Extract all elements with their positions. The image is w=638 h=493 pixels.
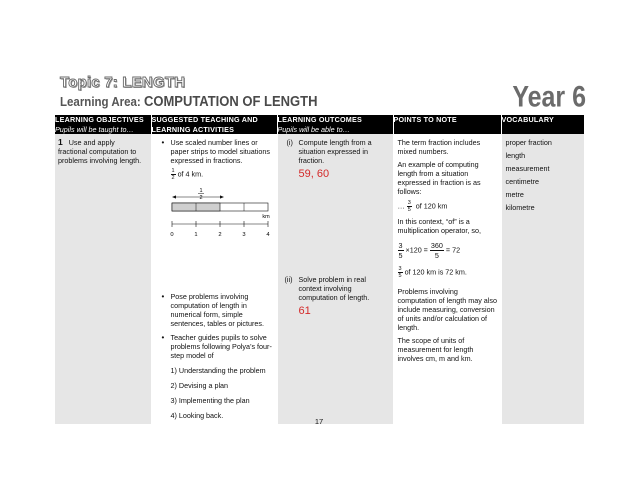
note-3: In this context, “of” is a multiplication operator, so, bbox=[397, 217, 481, 235]
polya-step-4: 4) Looking back. bbox=[170, 411, 224, 420]
vocabulary-cell bbox=[501, 134, 584, 424]
col-header-vocabulary: VOCABULARY bbox=[501, 115, 584, 125]
note-5: The scope of units of measurement for length involves cm, m and km. bbox=[397, 336, 474, 363]
numberline-tick-label: 4 bbox=[265, 232, 270, 238]
polya-step-2: 2) Devising a plan bbox=[170, 381, 229, 390]
table-header-row bbox=[55, 115, 584, 125]
numberline-tick-label: 0 bbox=[169, 232, 174, 238]
col-subheader-outcomes: Pupils will be able to… bbox=[277, 125, 393, 134]
objective-line-1: Use and apply bbox=[68, 138, 115, 147]
note-1: The term fraction includes mixed numbers. bbox=[397, 138, 481, 156]
outcome-1-number: (i) bbox=[286, 138, 293, 147]
col-subheader-objectives: Pupils will be taught to… bbox=[55, 125, 151, 134]
activity-item-2: • Pose problems involving computation of length in numerical form, simple sentences, tables or pictures. bbox=[171, 292, 274, 328]
outcome-2 bbox=[283, 275, 390, 302]
half-arrow-left-head bbox=[172, 195, 176, 198]
objective-line-3: problems involving length. bbox=[58, 156, 142, 165]
half-arrow-right-head bbox=[220, 195, 224, 198]
fraction-example-text: of 4 km. bbox=[177, 169, 204, 179]
objective-number: 1 bbox=[58, 137, 63, 147]
year-title: Year 6 bbox=[512, 80, 586, 114]
topic-title: Topic 7: LENGTH bbox=[60, 74, 186, 91]
note-4: Problems involving computation of length may also include measuring, conversion of units and/or calculation of length. bbox=[397, 287, 497, 332]
note-2: An example of computing length from a situation expressed in fraction is as follows: bbox=[397, 160, 481, 196]
page-number: 17 bbox=[314, 417, 324, 426]
curriculum-table bbox=[55, 115, 585, 424]
numberline-frac-num: 1 bbox=[198, 188, 203, 194]
polya-step-3: 3) Implementing the plan bbox=[170, 396, 250, 405]
outcome-1-pages: 59, 60 bbox=[298, 168, 330, 180]
outcome-2-text: Solve problem in real context involving computation of length. bbox=[298, 275, 370, 302]
vocab-item: centimetre bbox=[505, 177, 540, 186]
col-header-objectives: LEARNING OBJECTIVES bbox=[55, 115, 151, 125]
outcomes-cell bbox=[277, 134, 393, 424]
outcome-1 bbox=[283, 138, 390, 165]
number-line-diagram bbox=[158, 183, 276, 245]
numberline-unit: km bbox=[261, 214, 270, 220]
numberline-tick-label: 3 bbox=[241, 232, 246, 238]
learning-area-label: Learning Area: bbox=[60, 95, 141, 110]
note-result: $\frac{3}{5}$ of 120 km is 72 km. bbox=[398, 266, 467, 279]
fraction-example bbox=[158, 168, 274, 181]
col-subheader-activities: LEARNING ACTIVITIES bbox=[151, 125, 277, 134]
notes-cell bbox=[393, 134, 501, 424]
col-subheader-vocabulary bbox=[501, 125, 584, 134]
vocab-item: proper fraction bbox=[505, 138, 552, 147]
col-subheader-notes bbox=[393, 125, 501, 134]
note-calculation: $\frac{3}{5}$ ×120 = $\frac{360}{5}$ = 72 bbox=[398, 241, 461, 260]
vocab-item: kilometre bbox=[505, 203, 535, 212]
col-header-outcomes: LEARNING OUTCOMES bbox=[277, 115, 393, 125]
table-subheader-row bbox=[55, 125, 584, 134]
numberline-tick-label: 1 bbox=[193, 232, 198, 238]
col-header-activities: SUGGESTED TEACHING AND bbox=[151, 115, 277, 125]
col-header-notes: POINTS TO NOTE bbox=[393, 115, 501, 125]
activity-item-1: • Use scaled number lines or paper strips to model situations expressed in fractions. bbox=[171, 138, 274, 165]
activities-cell bbox=[151, 134, 277, 424]
note-example: … $\frac{3}{5}$ of 120 km bbox=[397, 200, 448, 213]
fraction-example-fraction: $\frac{1}{2}$ bbox=[171, 168, 175, 181]
numberline-frac-den: 2 bbox=[198, 195, 203, 201]
vocab-item: metre bbox=[505, 190, 524, 199]
outcome-1-text: Compute length from a situation expressed in fraction. bbox=[298, 138, 372, 165]
vocab-item: measurement bbox=[505, 164, 550, 173]
objectives-cell bbox=[55, 134, 151, 424]
vocab-item: length bbox=[505, 151, 526, 160]
activity-item-3: • Teacher guides pupils to solve problems following Polya’s four-step model of bbox=[171, 333, 274, 360]
learning-area-value: COMPUTATION OF LENGTH bbox=[143, 92, 318, 110]
polya-step-1: 1) Understanding the problem bbox=[170, 366, 266, 375]
learning-area bbox=[60, 92, 318, 109]
numberline-tick-label: 2 bbox=[217, 232, 222, 238]
outcome-2-number: (ii) bbox=[284, 275, 293, 284]
outcome-2-pages: 61 bbox=[298, 305, 311, 317]
objective-line-2: fractional computation to bbox=[58, 147, 137, 156]
table-body-row bbox=[55, 134, 584, 424]
